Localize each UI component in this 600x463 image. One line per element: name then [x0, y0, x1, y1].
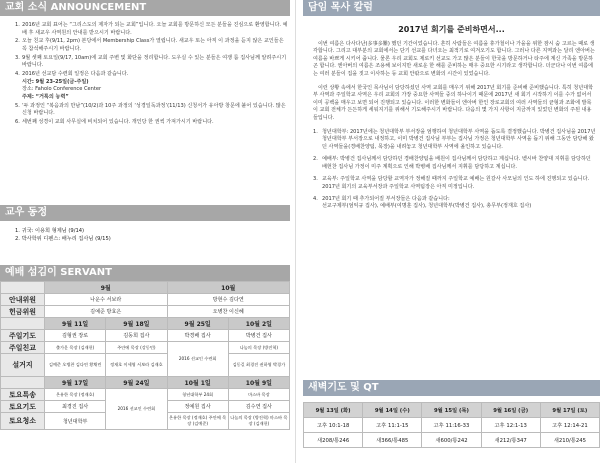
retreat-time: 시간: 9월 23-25일(금-주일) — [22, 78, 89, 85]
qt-hymn: 새212/통347 — [481, 433, 540, 448]
announcement-item: 6. 세번째 성경이 교회 사무실에 비치되어 있습니다. 개인당 한 권씩 가져가시기 바랍니다. — [15, 119, 214, 126]
week-header: 9월 11일 — [45, 318, 106, 330]
week-header: 10월 9일 — [228, 377, 289, 389]
qt-day: 9월 15일 (목) — [422, 403, 481, 418]
week-header: 10월 1일 — [167, 377, 228, 389]
month-header: 9월 — [45, 282, 168, 294]
column-header: 담임 목사 칼럼 — [303, 0, 600, 16]
change-list — [313, 129, 596, 211]
change-item: 2. 예배부: 박병건 집사님께서 담당하던 경배찬양팀을 배원이 집사님께서 담당하고 계십니다. 벧시바 찬양대 지휘를 담당하던 배헌찬 집사님 가정이 미주 계획으로 인해 박병배 집사님께서 지휘를 담당하고 계십니다. — [313, 156, 591, 170]
announcement-list — [0, 22, 290, 127]
row-label: 토요기도 — [1, 401, 45, 413]
row-label: 헌금위원 — [1, 306, 45, 318]
member-news-item: 1. 귀국: 이용희 형제님 (9/14) — [15, 228, 85, 234]
month-header: 10월 — [167, 282, 290, 294]
qt-hymn: 새600/통242 — [422, 433, 481, 448]
qt-hymn: 새366/통485 — [363, 433, 422, 448]
change-item: 3. 교육부: 주일학교 사역을 담당할 교역자가 정해질 때까지 주일학교 예배는 원갈사 사모님의 인도 하에 진행되고 있습니다. 2017년 회기의 교육부서장과 주일학교 사역팀장은 아직 미정입니다. — [313, 176, 590, 190]
announcement-header: 교회 소식 ANNOUNCEMENT — [0, 0, 290, 16]
qt-day: 9월 14일 (수) — [363, 403, 422, 418]
announcement-item: 2. 오늘 친교 후(9/11, 2pm) 본당에서 Membership Class가 열립니다. 새교우 또는 아직 이 과정을 듣지 않은 교인들은 꼭 참석해주시기 바랍니다. — [15, 38, 284, 52]
retreat-theme: 주제: “거룩의 능력” — [22, 93, 69, 100]
column-paragraph: 이런 상황 속에서 한국인 목사님이 담당하셨던 사역 교회를 매우기 위해 2017년 회기를 준비해 준비했습니다. 특히 청년대학부 사역과 주일학교 사역은 우리 교회의 가장 중요한 사역들 중의 하나이기 때문에 2017년 새 회기 시작하기 이를 수가 없어서 이미 공백을 매우고 보면 되어 진행되고 있습니다. 이러한 변화들이 엔아버 한인 장로교회의 여러 사역들의 균형과 조화에 발목이 교회 전체가 든든하게 세워지기를 위해서 기도해주시기 바랍니다. 다음의 몇 가지 사항이 지금까지 있었던 변화의 주된 내용들입니다. — [313, 85, 594, 121]
change-item: 4. 2017년 회기 때 추가되어질 부서장들은 다음과 같습니다: 선교구제부(엄익규 집사), 예배부(여명훈 집사), 청년대학부(박병건 집사), 총무부(정재호 집사) — [313, 195, 532, 210]
week-header: 9월 18일 — [106, 318, 167, 330]
qt-day: 9월 17일 (토) — [540, 403, 599, 418]
row-label: 토요청소 — [1, 413, 45, 430]
right-column — [303, 0, 600, 444]
qt-section — [303, 380, 600, 448]
qt-passage: 고후 11:1-15 — [363, 418, 422, 433]
announcement-item: 5. ‘두 과정인 “복음과의 만남”(10/2)과 10주 과정의 ‘성경일독과정’(11/13) 신청서가 유아방 창문에 붙어 있습니다. 많은 신청 바랍니다. — [15, 102, 286, 117]
week-header: 9월 17일 — [45, 377, 106, 389]
row-label: 주일친교 — [1, 342, 45, 354]
column-paragraph: 이번 여름은 다사다난(多事多難) 했던 기간이었습니다. 흔히 사람들은 여름을 휴가철이나 가을을 위한 잠시 숨 고르는 때로 생각합니다. 그리고 대부분의 교회에서는 단기 선교를 다녀오는 최적기로 여겨오기도 합니다. 그러나 다른 지역과는 달리 엔아버는 여름을 바쁘게 시키어 줍니다. 물론 우리 교회도 제로키 선교도 가고 많은 분들이 한국을 방문하거나 타주에 계신 가족을 방문하곤 합니다. 엔아버의 여름은 조용해 보이지만 새로운 한 해를 준비하는 매우 중요한 시기라고 생각합니다. 더군다나 이번 여름에는 여러 분들이 집을 짓고 이사하는 등 교회 안팎으로 변화의 시간이 있었습니다. — [313, 41, 595, 77]
column-title: 2017년 회기를 준비하면서... — [398, 25, 505, 34]
qt-passage: 고후 12:1-13 — [481, 418, 540, 433]
members-section — [0, 205, 290, 243]
servant-table: 9월 10월 안내위원 나운수 서보라 방현수 김다연 헌금위원 김예준 방효은 오병찬 이신혜 9월 11일 9월 18일 9월 25일 10월 2일 주일기도 김형권 장로 김동희 집사 박경배 집사 박병건 집사 주일친교 출가운 목장 (김재헌) 주안에 목장 (강동민) 2016 선교인 수련회 나눔의 목장 (방진혁) 설거지 김예준 오병찬 김다연 황채린 정재호 이세영 서보라 김재호 김동길 최경진 권하영 박경가 9월 17일 9월 24일 10월 1일 10월 9일 토요특송 온유한 목장 (정재호) 2016 선교인 수련회 청년대학부 24회 마스바 목장 토요기도 최경진 집사 정예원 집사 김수연 집사 토요청소 청년대학부 온유한 목장 (정재호) 주안에 목장 (김예준) 나눔의 목장 (방진혁) 마스바 목장 (김재헌) — [0, 281, 290, 430]
members-header: 교우 동정 — [0, 205, 290, 221]
column-divider — [295, 0, 296, 463]
servant-section — [0, 265, 290, 430]
week-header: 9월 24일 — [106, 377, 167, 389]
qt-passage: 고후 10:1-18 — [304, 418, 363, 433]
week-header: 10월 2일 — [228, 318, 289, 330]
qt-hymn: 새210/통245 — [540, 433, 599, 448]
qt-table — [303, 402, 600, 448]
retreat-note: 2016 선교인 수련회 — [167, 342, 228, 377]
qt-passage: 고후 12:14-21 — [540, 418, 599, 433]
row-label: 설거지 — [1, 354, 45, 377]
member-news-item: 2. 박사학위 디펜스: 배누리 집사님 (9/15) — [15, 236, 111, 242]
members-list — [0, 227, 290, 243]
qt-passage: 고후 11:16-33 — [422, 418, 481, 433]
retreat-note: 2016 선교인 수련회 — [106, 389, 167, 430]
servant-header: 예배 섬김이 SERVANT — [0, 265, 290, 281]
week-header: 9월 25일 — [167, 318, 228, 330]
qt-day: 9월 13일 (화) — [304, 403, 363, 418]
announcement-item: 4. 2016년 선교담 수련회 일정은 다음과 같습니다. 시간: 9월 23-25일(금-주일) 장소: Faholo Conference Center 주제: “거룩의 능력” — [0, 71, 290, 101]
qt-header: 새벽기도 및 QT — [303, 380, 600, 396]
announcement-item: 1. 2016년 교회 표어는 “그리스도의 제자가 되는 교회”입니다. 오늘 교회를 방문하신 모든 분들을 진심으로 환영합니다. 예배 후 새교우 사역원의 안내를 받으시기 바랍니다. — [15, 22, 288, 36]
retreat-place: 장소: Faholo Conference Center — [22, 86, 102, 93]
qt-hymn: 새208/통246 — [304, 433, 363, 448]
change-item: 1. 청년대학부: 2017년에는 청년대학부 부서장을 엄행하여 청년대학부 사역을 돕도록 결정했습니다. 박병건 집사님을 2017년 청년대학부 부서장으로 내정하고, 이미 박병건 집사님 부부는 집사님 가정은 청년대학부 사역을 돕기 위해 그동안 담당해 왔던 사역들을(경배찬양팀, 목장)을 내려놓고 청년대학부 사역에 올인하고 있습니다. — [313, 129, 596, 150]
announcement-item: 3. 9월 셋째 토요일(9/17, 10am)에 교회 주변 및 화단을 정리합니다. 도우실 수 있는 분들은 여쟁 룸 집사님께 알려주시기 바랍니다. — [15, 54, 287, 69]
row-label: 안내위원 — [1, 294, 45, 306]
qt-day: 9월 16일 (금) — [481, 403, 540, 418]
left-column — [0, 0, 290, 426]
row-label: 토요특송 — [1, 389, 45, 401]
row-label: 주일기도 — [1, 330, 45, 342]
